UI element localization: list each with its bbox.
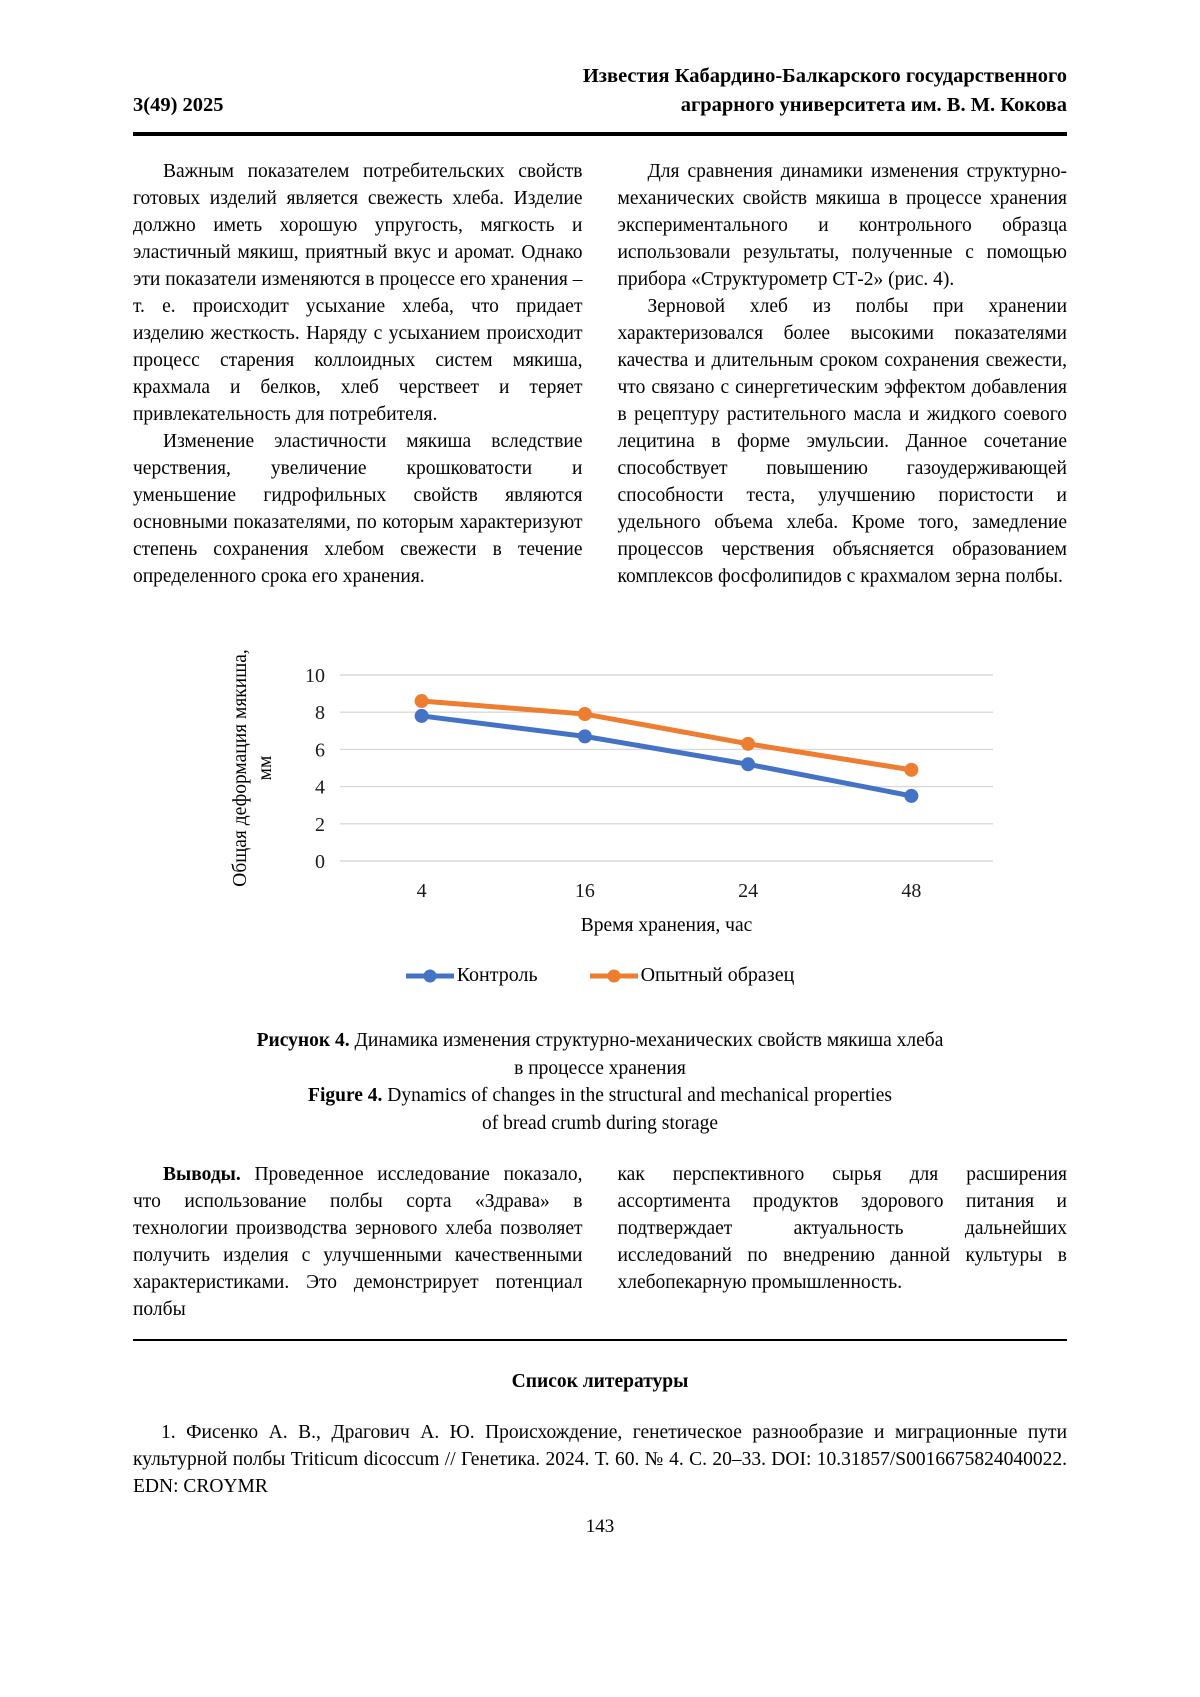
right-column	[618, 158, 1068, 590]
paragraph-freshness: Важным показателем потребительских свойств готовых изделий является свежесть хлеба. Изделие должно иметь хорошую упругость, мягкость и эластичный мякиш, приятный вкус и аромат. Однако эти показатели изменяются в процессе его хранения – т. е. происходит усыхание хлеба, что придает изделию жесткость. Наряду с усыханием происходит процесс старения коллоидных систем мякиша, крахмала и белков, хлеб черствеет и теряет привлекательность для потребителя.	[133, 161, 583, 425]
caption-en-line1	[133, 1082, 1067, 1110]
page-header	[133, 62, 1067, 120]
line-chart	[133, 618, 1067, 948]
issue-number: 3(49) 2025	[133, 94, 224, 116]
caption-ru-label: Рисунок 4.	[256, 1030, 350, 1051]
y-tick-label: 0	[315, 851, 325, 873]
figure-caption	[133, 1027, 1067, 1137]
left-column	[133, 158, 583, 590]
legend-marker-icon	[590, 969, 638, 983]
conclusions-left-text: Проведенное исследование показало, что использование полбы сорта «Здрава» в технологии производства зернового хлеба позволяет получить изделия с улучшенными качественными характеристиками. Это демонстрирует потенциал полбы	[133, 1164, 583, 1320]
x-tick-label: 48	[901, 880, 922, 902]
intro-section	[133, 158, 1067, 590]
caption-en-line2: of bread crumb during storage	[481, 1112, 719, 1134]
paragraph-elasticity: Изменение эластичности мякиша вследствие черствения, увеличение крошковатости и уменьшение гидрофильных свойств являются основными показателями, по которым характеризуют степень сохранения хлебом свежести в течение определенного срока его хранения.	[133, 431, 583, 587]
y-tick-label: 8	[315, 702, 325, 725]
legend-label: Контроль	[456, 964, 538, 986]
legend-marker-icon	[406, 969, 454, 983]
conclusions-right-column	[618, 1161, 1068, 1323]
paragraph-spelt-bread: Зерновой хлеб из полбы при хранении характеризовался более высокими показателями качества и длительным сроком сохранения свежести, что связано с синергетическим эффектом добавления в рецептуру растительного масла и жидкого соевого лецитина в форме эмульсии. Данное сочетание способствует повышению газоудерживающей способности теста, улучшению пористости и удельного объема хлеба. Кроме того, замедление процессов черствения объясняется образованием комплексов фосфолипидов с крахмалом зерна полбы.	[617, 296, 1067, 587]
series-line	[422, 701, 912, 770]
caption-ru-line1	[133, 1027, 1067, 1055]
conclusions-section	[133, 1161, 1067, 1323]
journal-title-line1: Известия Кабардино-Балкарского государственного	[582, 65, 1067, 87]
y-tick-label: 6	[315, 739, 325, 762]
y-tick-label: 2	[315, 813, 325, 836]
chart-plot-area	[133, 618, 1067, 948]
journal-title-line2: аграрного университета им. В. М. Кокова	[680, 94, 1067, 116]
reference-item-1: 1. Фисенко А. В., Драгович А. Ю. Происхождение, генетическое разнообразие и миграционные пути культурной полбы Triticum dicoccum // Генетика. 2024. Т. 60. № 4. С. 20–33. DOI: 10.31857/S0016675824040022. EDN: CROYMR	[133, 1422, 1067, 1497]
legend-item	[406, 964, 538, 987]
caption-ru-line2: в процессе хранения	[514, 1057, 686, 1079]
section-divider-rule	[133, 1339, 1067, 1341]
references-list	[133, 1419, 1067, 1500]
x-tick-label: 16	[574, 880, 595, 902]
data-point-marker	[578, 707, 592, 721]
y-axis-title-line2: мм	[255, 755, 276, 781]
data-point-marker	[904, 763, 918, 777]
conclusions-right-text: как перспективного сырья для расширения ассортимента продуктов здорового питания и подтверждает актуальность дальнейших исследований по внедрению данной культуры в хлебопекарную промышленность.	[617, 1164, 1067, 1293]
journal-title	[583, 62, 1067, 120]
data-point-marker	[741, 757, 755, 771]
y-tick-label: 4	[315, 776, 325, 799]
y-tick-label: 10	[305, 665, 325, 687]
data-point-marker	[415, 694, 429, 708]
legend-label: Опытный образец	[640, 964, 795, 986]
paragraph-comparison: Для сравнения динамики изменения структурно-механических свойств мякиша в процессе хранения экспериментального и контрольного образца использовали результаты, полученные с помощью прибора «Структурометр СТ-2» (рис. 4).	[617, 161, 1067, 290]
conclusions-paragraph	[133, 1161, 583, 1323]
caption-en-label: Figure 4.	[308, 1085, 383, 1106]
data-point-marker	[904, 789, 918, 803]
data-point-marker	[578, 729, 592, 743]
x-tick-label: 24	[738, 880, 759, 902]
references-heading: Список литературы	[511, 1371, 689, 1392]
figure-4	[133, 618, 1067, 1137]
legend-item	[590, 964, 795, 987]
x-axis-title: Время хранения, час	[580, 915, 753, 936]
conclusions-label: Выводы.	[163, 1164, 241, 1185]
data-point-marker	[415, 709, 429, 723]
caption-ru-text: Динамика изменения структурно-механических свойств мякиша хлеба	[349, 1030, 944, 1051]
chart-legend	[133, 964, 1067, 987]
conclusions-left-column	[133, 1161, 583, 1323]
data-point-marker	[741, 737, 755, 751]
page-number: 143	[585, 1516, 615, 1537]
caption-en-text: Dynamics of changes in the structural and mechanical properties	[382, 1085, 892, 1106]
y-axis-title-line1: Общая деформация мякиша,	[230, 649, 251, 887]
header-rule	[133, 132, 1067, 136]
x-tick-label: 4	[416, 880, 427, 902]
